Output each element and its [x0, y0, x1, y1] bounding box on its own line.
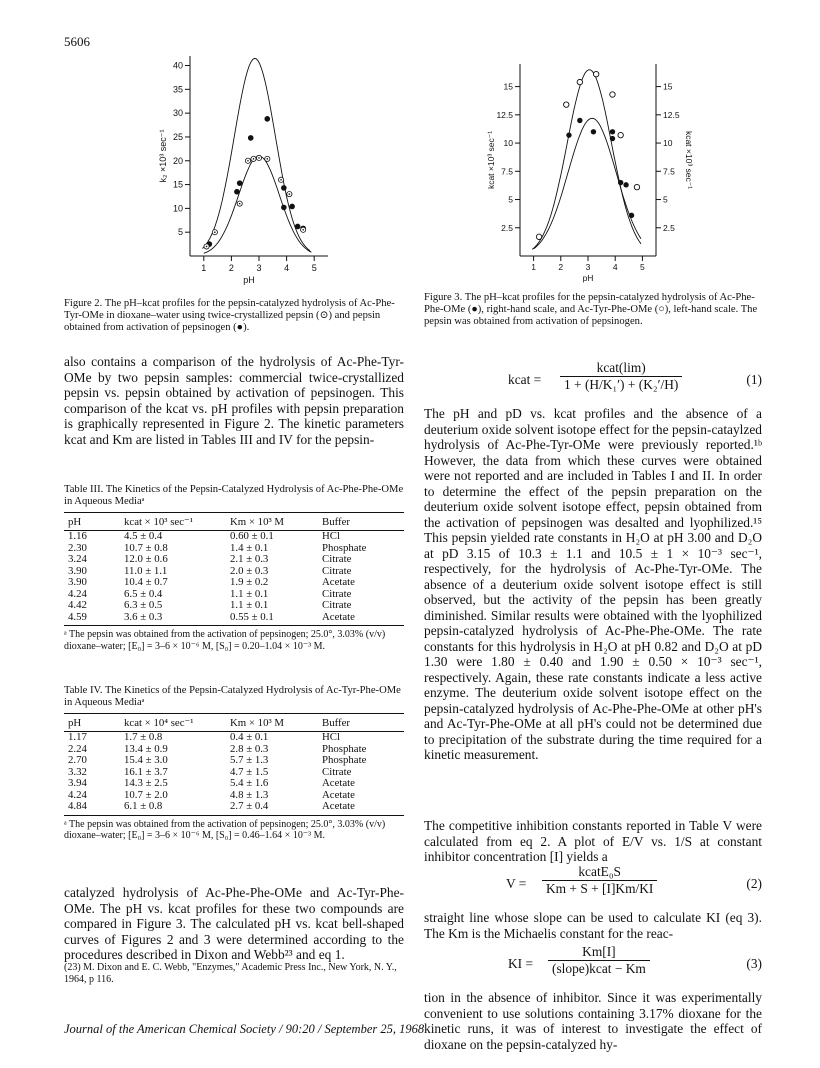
figure-2-caption: Figure 2. The pH–kcat profiles for the pepsin-catalyzed hydrolysis of Ac-Phe-Tyr-OMe in dioxane–water using twice-crystallized pepsin (⊙) and pepsin obtained from activation of pepsinogen (●).	[64, 298, 395, 333]
x-tick-label: 2	[228, 263, 234, 273]
eq3-numerator: Km[I]	[548, 944, 650, 961]
table-4-cell: 15.4 ± 3.0	[124, 754, 168, 766]
table-4-cell: 10.7 ± 2.0	[124, 788, 168, 801]
table-3-cell: 4.5 ± 0.4	[124, 530, 163, 542]
table-4-cell: 3.94	[68, 777, 87, 789]
table-3-cell: 2.30	[68, 541, 87, 554]
table-3-cell: Acetate	[322, 576, 355, 588]
table-4-row	[64, 755, 404, 767]
right-paragraph-3: straight line whose slope can be used to calculate KI (eq 3). The Km is the Michaelis constant for the reac-	[424, 910, 762, 941]
table-3-row	[64, 600, 404, 612]
y-tick-label: 10	[172, 203, 183, 214]
x-axis-label: pH	[582, 273, 594, 283]
table-4-cell: 13.4 ± 0.9	[124, 742, 168, 755]
eq2-numerator: kcatE₀S	[542, 864, 657, 881]
right-tick-label: 10	[663, 138, 673, 149]
table-4-cell: Acetate	[318, 801, 404, 815]
point-open	[634, 184, 639, 189]
table-3-cell: Acetate	[318, 612, 404, 626]
point-open	[564, 102, 569, 107]
point-filled	[237, 180, 243, 186]
table-4-cell: Citrate	[322, 765, 352, 778]
left-tick-label: 10	[503, 138, 513, 149]
table-3-cell: 1.1 ± 0.1	[230, 587, 269, 600]
point-open-dot	[247, 160, 249, 162]
table-4-grid	[64, 713, 404, 816]
table-3-header: kcat × 10³ sec⁻¹	[120, 513, 226, 531]
x-tick-label: 3	[256, 263, 262, 273]
eq1-fraction	[560, 360, 682, 393]
table-4-cell: 4.84	[64, 801, 120, 815]
table-4	[64, 685, 404, 842]
fit-curve-open	[532, 70, 641, 250]
table-3-cell: Phosphate	[322, 541, 367, 554]
right-axis-label: kcat ×10³ sec⁻¹	[684, 130, 694, 190]
table-3-row	[64, 612, 404, 626]
table-4-cell: 2.8 ± 0.3	[230, 742, 269, 755]
table-4-title: Table IV. The Kinetics of the Pepsin-Catalyzed Hydrolysis of Ac-Tyr-Phe-OMe in Aqueous Mediaᵃ	[64, 685, 401, 708]
right-tick-label: 12.5	[663, 109, 680, 120]
eq1-number: (1)	[746, 372, 762, 387]
table-4-cell: 0.4 ± 0.1	[230, 731, 269, 743]
table-4-cell: 2.70	[68, 754, 87, 766]
y-tick-label: 15	[172, 179, 183, 190]
table-3-cell: 6.3 ± 0.5	[124, 599, 163, 611]
table-3-cell: 4.59	[64, 612, 120, 626]
table-4-cell: Phosphate	[322, 742, 367, 755]
table-3-cell: Citrate	[322, 553, 352, 565]
table-4-cell: 1.17	[68, 731, 87, 743]
table-3-footnote: ᵃ The pepsin was obtained from the activation of pepsinogen; 25.0°, 3.03% (v/v) dioxane–water; [E₀] = 3–6 × 10⁻⁶ M, [S₀] = 0.20–1.04 × 10⁻³ M.	[64, 629, 386, 652]
table-3-cell: Citrate	[322, 587, 352, 600]
point-open-dot	[214, 231, 216, 233]
table-3-title: Table III. The Kinetics of the Pepsin-Catalyzed Hydrolysis of Ac-Phe-Phe-OMe in Aqueous Mediaᵃ	[64, 484, 404, 507]
table-4-footnote: ᵃ The pepsin was obtained from the activation of pepsinogen; 25.0°, 3.03% (v/v) dioxane–water; [E₀] = 3–6 × 10⁻⁶ M, [S₀] = 0.46–1.64 × 10⁻³ M.	[64, 818, 386, 841]
point-open	[536, 234, 541, 239]
table-3-row	[64, 577, 404, 589]
point-filled	[295, 224, 301, 230]
point-filled	[629, 213, 634, 218]
journal-footer: Journal of the American Chemical Society / 90:20 / September 25, 1968	[64, 1022, 425, 1036]
table-3-header: pH	[64, 513, 120, 531]
table-3-cell: 2.1 ± 0.3	[230, 553, 269, 565]
point-open-dot	[280, 179, 282, 181]
table-4-cell: 4.24	[68, 788, 87, 801]
table-4-cell: 4.8 ± 1.3	[230, 788, 269, 801]
table-3-cell: 3.90	[68, 564, 87, 577]
table-4-cell: 4.7 ± 1.5	[230, 765, 269, 778]
table-3-cell: 12.0 ± 0.6	[124, 553, 168, 565]
left-tick-label: 15	[503, 81, 513, 92]
point-open-dot	[266, 158, 268, 160]
eq2-denominator: Km + S + [I]Km/KI	[546, 881, 654, 896]
left-tick-label: 2.5	[501, 222, 513, 233]
x-tick-label: 4	[284, 263, 290, 273]
table-4-header: pH	[64, 714, 120, 732]
y-tick-label: 35	[172, 84, 183, 95]
right-tick-label: 7.5	[663, 166, 675, 177]
table-4-row	[64, 801, 404, 815]
point-filled	[610, 136, 615, 141]
point-filled	[591, 129, 596, 134]
eq2-number: (2)	[746, 876, 762, 891]
table-4-cell: HCl	[322, 731, 340, 743]
table-3-row	[64, 531, 404, 543]
table-3-cell: Citrate	[322, 564, 352, 577]
point-open	[610, 92, 615, 97]
eq1-numerator: kcat(lim)	[560, 360, 682, 377]
eq3-fraction	[548, 944, 650, 977]
left-paragraph-2: catalyzed hydrolysis of Ac-Phe-Phe-OMe and Ac-Tyr-Phe-OMe. The pH vs. kcat profiles for these two compounds are compared in Figure 3. The calculated pH vs. kcat bell-shaped curves of Figures 2 and 3 were determined according to the procedures described in Dixon and Webb²³ and eq 1.	[64, 885, 404, 962]
table-3-cell: 4.42	[68, 599, 87, 611]
table-4-header: Km × 10³ M	[226, 714, 318, 732]
y-axis-label: k₂ ×10³ sec⁻¹	[158, 129, 168, 183]
table-4-cell: 14.3 ± 2.5	[124, 777, 168, 789]
x-tick-label: 2	[558, 262, 564, 272]
table-4-cell: 2.24	[68, 742, 87, 755]
right-paragraph-4: tion in the absence of inhibitor. Since it was experimentally convenient to use solutions containing 3.17% dioxane for the kinetic runs, it was of interest to investigate the effect of dioxane on the pepsin-catalyzed hy-	[424, 990, 762, 1052]
table-3-cell: 1.4 ± 0.1	[230, 541, 269, 554]
point-filled	[610, 129, 615, 134]
table-3-cell: 1.16	[68, 530, 87, 542]
right-tick-label: 5	[663, 194, 668, 205]
point-filled	[289, 204, 295, 210]
figure-2-chart	[128, 48, 378, 288]
x-tick-label: 4	[612, 262, 618, 272]
fit-curve-open	[204, 156, 312, 253]
table-3-cell: 3.6 ± 0.3	[120, 612, 226, 626]
table-4-row	[64, 778, 404, 790]
table-4-cell: 5.4 ± 1.6	[230, 777, 269, 789]
equation-3	[424, 944, 762, 982]
right-paragraph-2: The competitive inhibition constants reported in Table V were calculated from eq 2. A plot of E/V vs. 1/S at constant inhibitor concentration [I] yields a	[424, 818, 762, 864]
table-3-header: Km × 10³ M	[226, 513, 318, 531]
table-4-cell: 3.32	[68, 765, 87, 778]
table-3-cell: 10.4 ± 0.7	[124, 576, 168, 588]
eq3-number: (3)	[746, 956, 762, 971]
figure-3-caption: Figure 3. The pH–kcat profiles for the pepsin-catalyzed hydrolysis of Ac-Phe-Phe-OMe (●), right-hand scale, and Ac-Tyr-Phe-OMe (○), left-hand scale. The pepsin was obtained from activation of pepsinogen.	[424, 292, 758, 327]
left-tick-label: 7.5	[501, 166, 513, 177]
table-3-cell: 3.90	[68, 576, 87, 588]
equation-2	[424, 864, 762, 904]
page-number: 5606	[64, 34, 90, 49]
table-3-header: Buffer	[318, 513, 404, 531]
point-open-dot	[239, 203, 241, 205]
point-open-dot	[253, 158, 255, 160]
point-open	[593, 71, 598, 76]
point-open-dot	[302, 229, 304, 231]
table-3-cell: 11.0 ± 1.1	[124, 564, 168, 577]
eq2-fraction	[542, 864, 657, 897]
point-open-dot	[289, 193, 291, 195]
table-4-cell: 16.1 ± 3.7	[124, 765, 168, 778]
right-tick-label: 15	[663, 81, 673, 92]
eq3-lhs: KI =	[508, 956, 534, 971]
equation-1	[424, 360, 762, 400]
point-filled	[281, 205, 287, 211]
point-filled	[234, 189, 240, 195]
left-axis-label: kcat ×10³ sec⁻¹	[486, 130, 496, 190]
right-paragraph-1: The pH and pD vs. kcat profiles and the absence of a deuterium oxide solvent isotope effect for the pepsin-cataylzed hydrolysis of Ac-Phe-Tyr-OMe were previously reported.¹ᵇ However, the data from which these curves were obtained were not reported and are included in Tables I and II. In order to determine the effect of the pepsin preparation on the deuterium oxide solvent isotope effect, pepsin obtained from the activation of pepsinogen was desalted and lyophilized.¹⁵ This pepsin yielded rate constants in H₂O at pH 3.00 and D₂O at pD 3.15 of 10.3 ± 1.1 and 10.5 ± 1 × 10⁻³ sec⁻¹, respectively, for the hydrolysis of Ac-Phe-Tyr-OMe. The absence of a deuterium oxide solvent isotope effect is still observed, but the activity of the pepsin has been greatly diminished. Similar results were obtained with the lyophilized pepsin-catalyzed hydrolysis of Ac-Phe-Phe-OMe. The rate constants for this hydrolysis in H₂O at pH 0.82 and D₂O at pD 1.30 were 1.80 ± 0.40 and 1.90 ± 0.50 × 10⁻³ sec⁻¹, respectively. Again, these rate constants indicate a less active enzyme. The deuterium oxide solvent isotope effect on the pepsin-catalyzed hydrolysis of Ac-Phe-Phe-OMe at other pH's and Ac-Tyr-Phe-OMe at all pH's could not be determined due to precipitation of the substrate during the time required for a kinetic measurement.	[424, 406, 762, 762]
table-3-cell: 6.5 ± 0.4	[124, 587, 163, 600]
table-4-cell: 2.7 ± 0.4	[226, 801, 318, 815]
table-4-row	[64, 732, 404, 744]
figure-3-chart	[468, 56, 718, 286]
x-tick-label: 1	[201, 263, 207, 273]
table-3-cell: 2.0 ± 0.3	[230, 564, 269, 577]
x-tick-label: 5	[311, 263, 317, 273]
point-open	[618, 132, 623, 137]
y-tick-label: 20	[172, 155, 183, 166]
table-4-cell: Phosphate	[322, 754, 367, 766]
table-3-cell: 0.55 ± 0.1	[226, 612, 318, 626]
table-3-cell: 3.24	[68, 553, 87, 565]
table-3-cell: 1.9 ± 0.2	[230, 576, 269, 588]
point-filled	[623, 182, 628, 187]
left-tick-label: 5	[508, 194, 513, 205]
point-open	[577, 79, 582, 84]
point-filled	[248, 135, 254, 141]
table-4-header: Buffer	[318, 714, 404, 732]
y-tick-label: 25	[172, 131, 183, 142]
table-3-cell: 10.7 ± 0.8	[124, 541, 168, 554]
table-3-cell: 4.24	[68, 587, 87, 600]
x-tick-label: 1	[531, 262, 536, 272]
point-filled	[281, 185, 287, 191]
y-tick-label: 5	[177, 227, 183, 238]
left-tick-label: 12.5	[496, 109, 513, 120]
table-3-cell: 0.60 ± 0.1	[230, 530, 274, 542]
table-3-row	[64, 554, 404, 566]
point-filled	[577, 118, 582, 123]
table-3	[64, 484, 404, 652]
fit-curve-filled	[202, 58, 310, 250]
table-4-cell: 6.1 ± 0.8	[120, 801, 226, 815]
y-tick-label: 40	[172, 60, 183, 71]
x-axis-label: pH	[243, 275, 255, 285]
y-tick-label: 30	[172, 108, 183, 119]
point-open-dot	[206, 246, 208, 248]
table-4-cell: Acetate	[322, 777, 355, 789]
table-3-grid	[64, 512, 404, 626]
table-4-header: kcat × 10⁴ sec⁻¹	[120, 714, 226, 732]
point-filled	[618, 180, 623, 185]
left-paragraph-1: also contains a comparison of the hydrolysis of Ac-Phe-Tyr-OMe by two pepsin samples: commercial twice-crystallized pepsin vs. pepsin obtained by activation of pepsinogen. This comparison of the kcat vs. pH profiles with pepsin preparation is graphically represented in Figure 2. The kinetic parameters kcat and Km are listed in Tables III and IV for the pepsin-	[64, 354, 404, 447]
table-4-cell: 1.7 ± 0.8	[124, 731, 163, 743]
x-tick-label: 3	[585, 262, 591, 272]
table-3-cell: HCl	[322, 530, 340, 542]
table-4-cell: Acetate	[322, 788, 355, 801]
point-filled	[264, 116, 270, 122]
right-tick-label: 2.5	[663, 222, 675, 233]
footnote-23: (23) M. Dixon and E. C. Webb, "Enzymes," Academic Press Inc., New York, N. Y., 1964, p 116.	[64, 962, 397, 985]
table-4-cell: 5.7 ± 1.3	[230, 754, 269, 766]
table-3-cell: Citrate	[322, 599, 352, 611]
x-tick-label: 5	[640, 262, 645, 272]
table-3-cell: 1.1 ± 0.1	[230, 599, 269, 611]
eq3-denominator: (slope)kcat − Km	[552, 961, 646, 976]
point-open-dot	[258, 157, 260, 159]
point-filled	[566, 132, 571, 137]
eq2-lhs: V =	[506, 876, 527, 891]
eq1-lhs: kcat =	[508, 372, 542, 387]
eq1-denominator: 1 + (H/K₁′) + (K₂′/H)	[564, 377, 679, 392]
